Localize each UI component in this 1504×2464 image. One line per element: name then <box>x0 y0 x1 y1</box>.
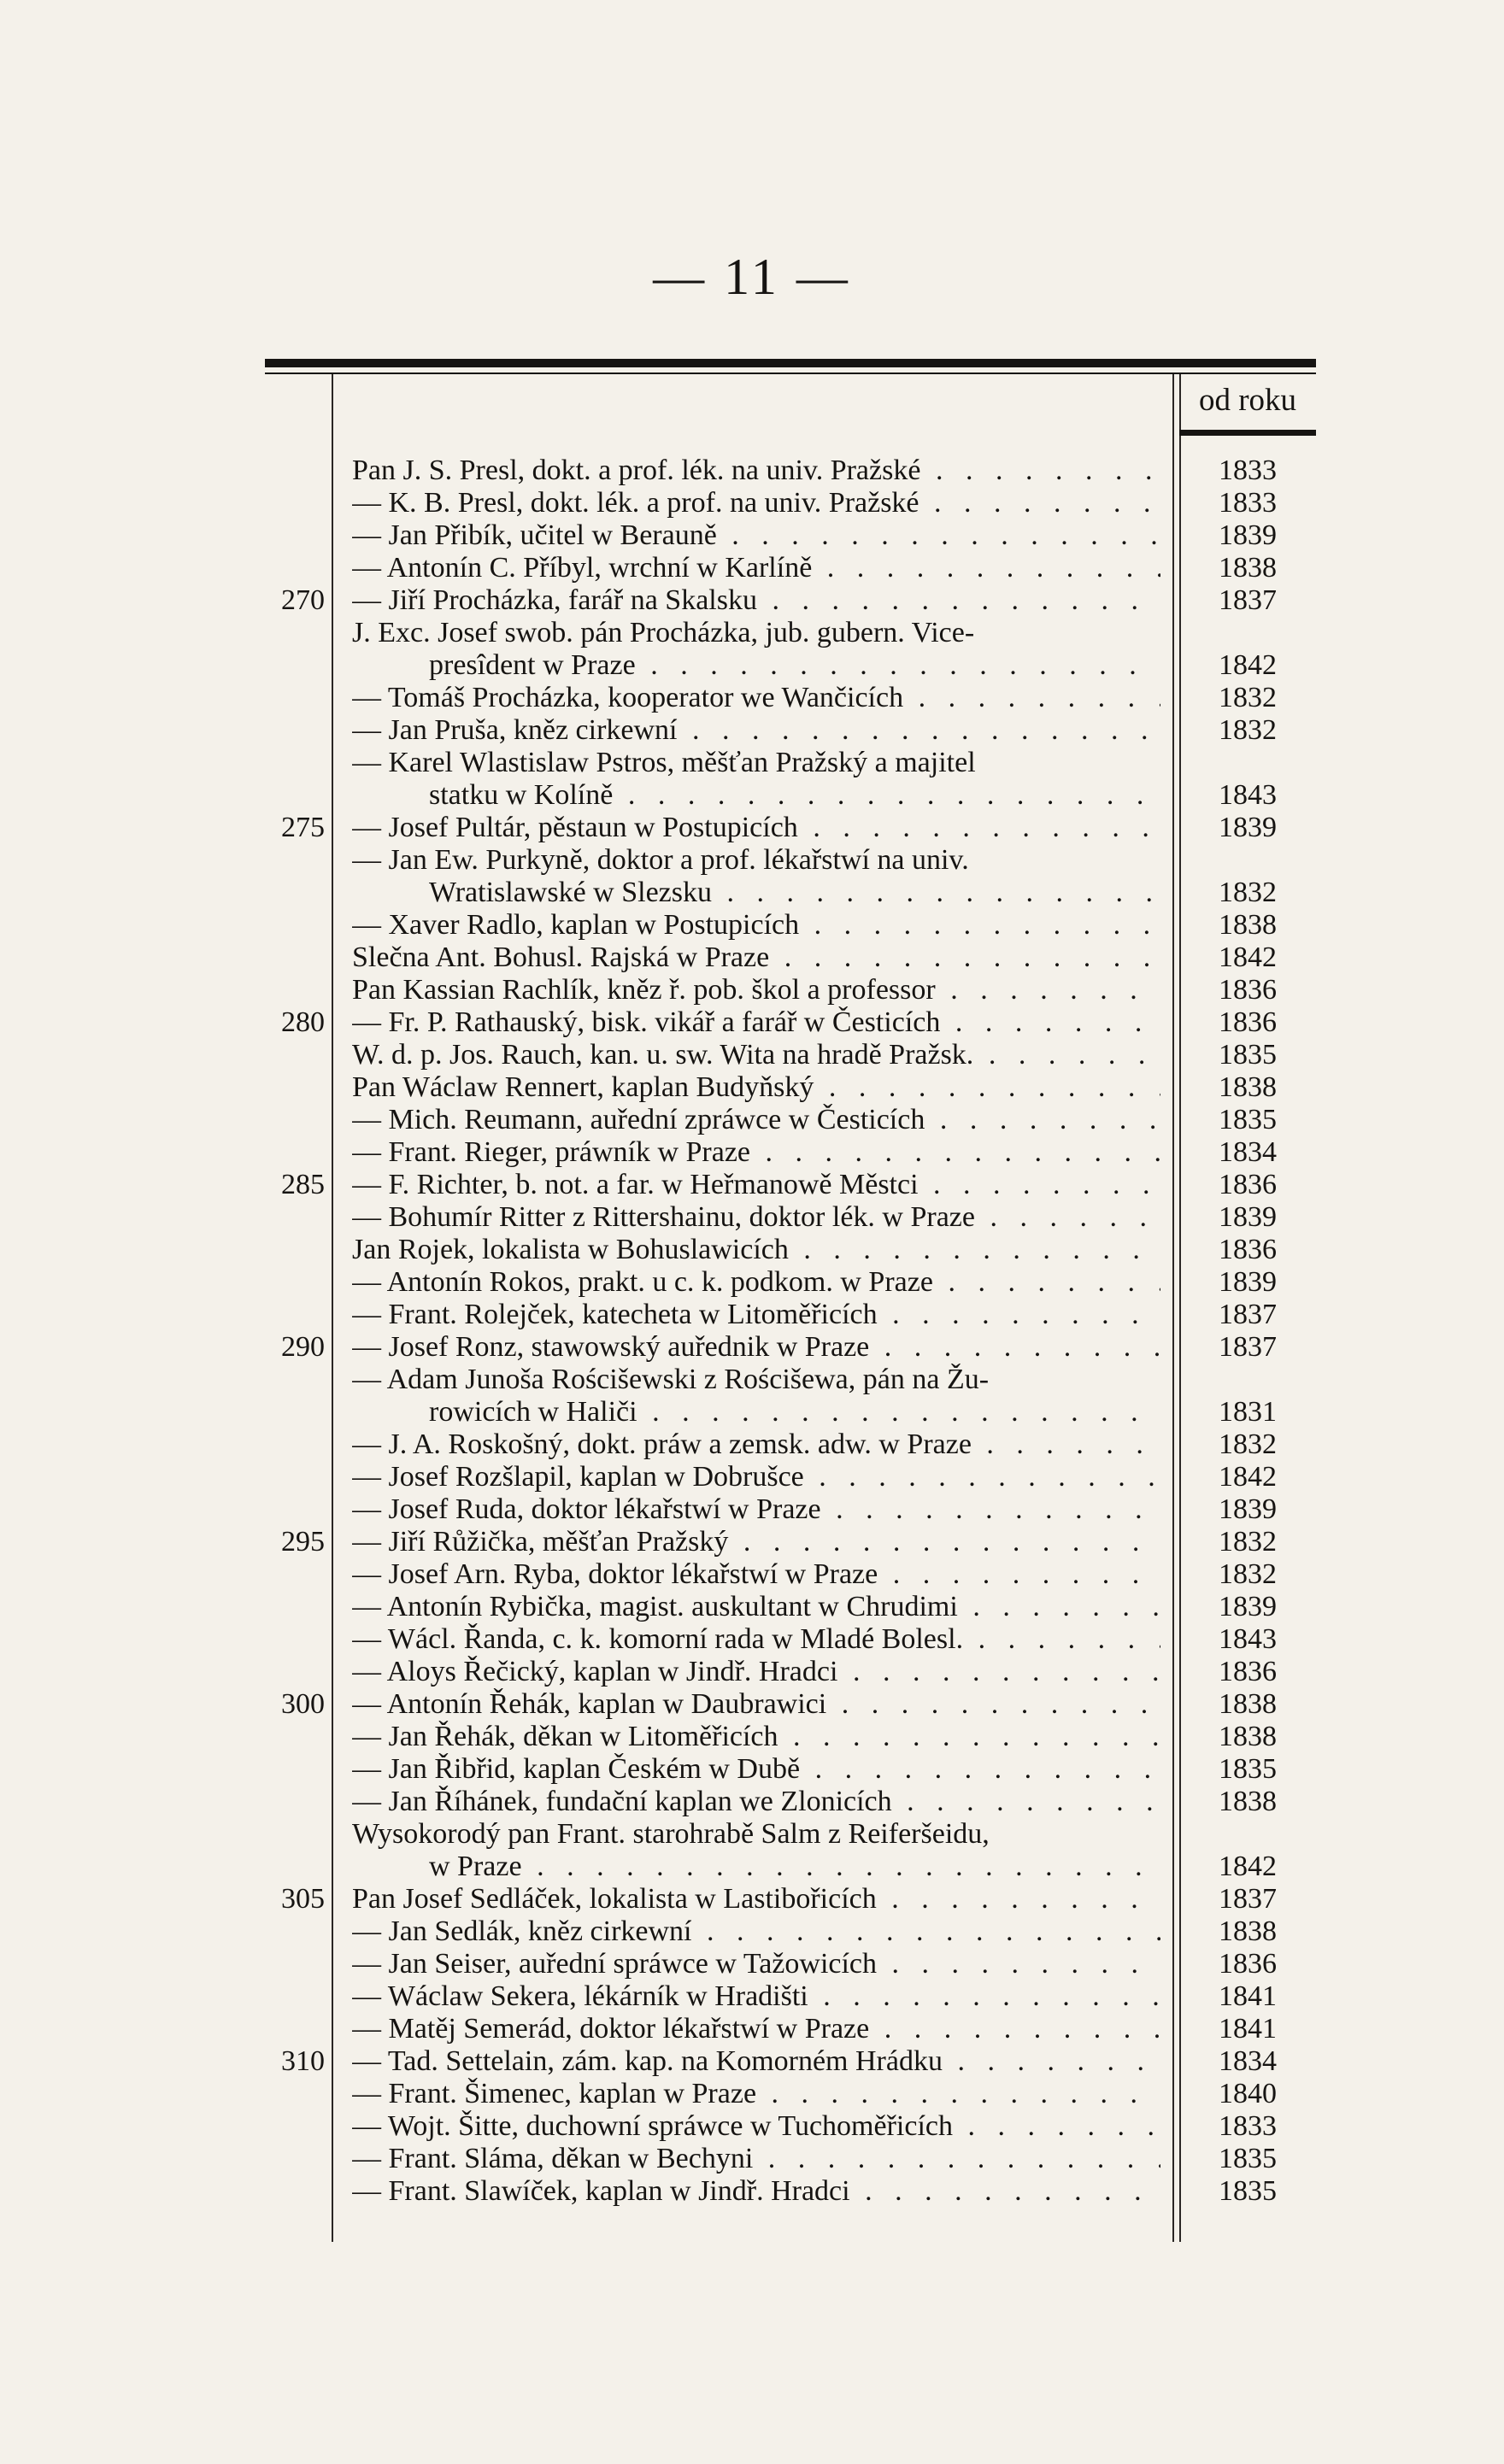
entry-text: W. d. p. Jos. Rauch, kan. u. sw. Wita na hradě Pražsk. . . . <box>352 1039 1160 1071</box>
entry-text: Wratislawské w Slezsku . . . <box>429 877 1160 909</box>
entry-text: — Jan Řibřid, kaplan Českém w Dubě . . . <box>352 1753 1160 1786</box>
entry-year: 1836 <box>1219 1006 1277 1038</box>
entry-text: — Antonín Rokos, prakt. u c. k. podkom. w Praze . . . <box>352 1266 1160 1299</box>
list-item <box>0 682 1504 714</box>
list-item <box>0 844 1504 877</box>
header-rule <box>1179 430 1316 436</box>
entry-year: 1832 <box>1219 1558 1277 1590</box>
entry-text: — Matěj Semerád, doktor lékařstwí w Praze . . . <box>352 2013 1160 2045</box>
list-item <box>0 2143 1504 2175</box>
top-rule <box>265 359 1316 367</box>
list-item <box>0 714 1504 747</box>
entry-text: Pan Josef Sedláček, lokalista w Lastibořicích . . . <box>352 1883 1160 1915</box>
list-item <box>0 2078 1504 2110</box>
list-item <box>0 584 1504 617</box>
entry-year: 1839 <box>1219 1201 1277 1233</box>
entry-number: 280 <box>281 1006 325 1038</box>
entry-year: 1838 <box>1219 1786 1277 1817</box>
list-item <box>0 519 1504 552</box>
entry-text: — Jiří Procházka, farář na Skalsku . . . <box>352 584 1160 617</box>
entry-number: 275 <box>281 812 325 843</box>
list-item <box>0 1851 1504 1883</box>
list-item <box>0 1201 1504 1234</box>
list-item <box>0 1656 1504 1688</box>
entry-year: 1843 <box>1219 779 1277 811</box>
entry-year: 1835 <box>1219 1104 1277 1135</box>
entry-year: 1838 <box>1219 1721 1277 1752</box>
list-item <box>0 1299 1504 1331</box>
entry-text: — Jiří Růžička, měšťan Pražský . . . <box>352 1526 1160 1558</box>
list-item <box>0 1364 1504 1396</box>
entry-year: 1831 <box>1219 1396 1277 1428</box>
list-item <box>0 1526 1504 1558</box>
entry-year: 1836 <box>1219 1234 1277 1265</box>
entry-year: 1835 <box>1219 1039 1277 1071</box>
entry-text: — F. Richter, b. not. a far. w Heřmanowě Městci . . . <box>352 1169 1160 1201</box>
entry-text: — Jan Říhánek, fundační kaplan we Zlonicích . . . <box>352 1786 1160 1818</box>
list-item <box>0 455 1504 487</box>
entry-year: 1838 <box>1219 909 1277 941</box>
entry-text: — Jan Sedlák, kněz cirkewní . . . <box>352 1915 1160 1948</box>
entry-text: — Frant. Sláma, děkan w Bechyni . . . <box>352 2143 1160 2175</box>
entry-year: 1833 <box>1219 2110 1277 2142</box>
entry-year: 1835 <box>1219 2143 1277 2174</box>
entry-number: 300 <box>281 1688 325 1720</box>
entry-text: Pan J. S. Presl, dokt. a prof. lék. na univ. Pražské . . . <box>352 455 1160 487</box>
entry-year: 1841 <box>1219 2013 1277 2045</box>
entry-text: — K. B. Presl, dokt. lék. a prof. na univ. Pražské . . . <box>352 487 1160 519</box>
entry-number: 290 <box>281 1331 325 1363</box>
list-item <box>0 2045 1504 2078</box>
list-item <box>0 487 1504 519</box>
list-item <box>0 1429 1504 1461</box>
entry-year: 1836 <box>1219 1656 1277 1687</box>
entry-text: J. Exc. Josef swob. pán Procházka, jub. gubern. Vice- <box>352 617 975 648</box>
entry-year: 1832 <box>1219 1429 1277 1460</box>
entry-year: 1834 <box>1219 1136 1277 1168</box>
entry-text: — Jan Pruša, kněz cirkewní . . . <box>352 714 1160 747</box>
entry-text: — Josef Arn. Ryba, doktor lékařstwí w Praze . . . <box>352 1558 1160 1591</box>
entry-year: 1838 <box>1219 552 1277 584</box>
entry-text: — J. A. Roskošný, dokt. práw a zemsk. adw. w Praze . . . <box>352 1429 1160 1461</box>
list-item <box>0 1461 1504 1493</box>
entry-text: Wysokorodý pan Frant. starohrabě Salm z Reiferšeidu, <box>352 1818 990 1850</box>
list-item <box>0 1071 1504 1104</box>
entry-text: Slečna Ant. Bohusl. Rajská w Praze . . . <box>352 942 1160 974</box>
entry-text: — Jan Ew. Purkyně, doktor a prof. lékařstwí na univ. <box>352 844 969 876</box>
entry-text: — Aloys Řečický, kaplan w Jindř. Hradci . . . <box>352 1656 1160 1688</box>
year-column-header: od roku <box>1198 383 1297 418</box>
list-item <box>0 1786 1504 1818</box>
entry-year: 1835 <box>1219 1753 1277 1785</box>
entry-number: 295 <box>281 1526 325 1558</box>
list-item <box>0 649 1504 682</box>
list-item <box>0 1883 1504 1915</box>
entry-year: 1833 <box>1219 455 1277 486</box>
entry-year: 1841 <box>1219 1980 1277 2012</box>
list-item <box>0 1688 1504 1721</box>
list-item <box>0 1721 1504 1753</box>
list-item <box>0 747 1504 779</box>
entry-text: — Antonín Řehák, kaplan w Daubrawici . . . <box>352 1688 1160 1721</box>
list-item <box>0 1818 1504 1851</box>
list-item <box>0 1591 1504 1623</box>
entry-year: 1840 <box>1219 2078 1277 2109</box>
entry-year: 1836 <box>1219 974 1277 1006</box>
list-item <box>0 1039 1504 1071</box>
list-item <box>0 2110 1504 2143</box>
entry-text: Jan Rojek, lokalista w Bohuslawicích . . . <box>352 1234 1160 1266</box>
entry-year: 1842 <box>1219 942 1277 973</box>
list-item <box>0 1136 1504 1169</box>
entry-year: 1834 <box>1219 2045 1277 2077</box>
entry-year: 1835 <box>1219 2175 1277 2207</box>
entry-text: presîdent w Praze . . . <box>429 649 1160 682</box>
list-item <box>0 1753 1504 1786</box>
entry-number: 270 <box>281 584 325 616</box>
list-item <box>0 1980 1504 2013</box>
list-item <box>0 1493 1504 1526</box>
entry-text: — Frant. Šimenec, kaplan w Praze . . . <box>352 2078 1160 2110</box>
entry-year: 1837 <box>1219 1299 1277 1330</box>
entry-year: 1839 <box>1219 1493 1277 1525</box>
entry-text: — Karel Wlastislaw Pstros, měšťan Pražský a majitel <box>352 747 976 778</box>
entry-text: — Frant. Rolejček, katecheta w Litoměřicích . . . <box>352 1299 1160 1331</box>
entry-text: — Josef Rozšlapil, kaplan w Dobrušce . . . <box>352 1461 1160 1493</box>
entry-text: — Bohumír Ritter z Rittershainu, doktor lék. w Praze . . . <box>352 1201 1160 1234</box>
entry-text: — Josef Ruda, doktor lékařstwí w Praze . . . <box>352 1493 1160 1526</box>
entry-year: 1837 <box>1219 1883 1277 1915</box>
entry-year: 1842 <box>1219 649 1277 681</box>
entry-number: 310 <box>281 2045 325 2077</box>
list-item <box>0 1558 1504 1591</box>
entry-text: — Wácl. Řanda, c. k. komorní rada w Mladé Bolesl. . . . <box>352 1623 1160 1656</box>
entry-text: — Adam Junoša Rościšewski z Rościšewa, pán na Žu- <box>352 1364 990 1395</box>
entry-year: 1842 <box>1219 1461 1277 1493</box>
entry-text: — Wáclaw Sekera, lékárník w Hradišti . . . <box>352 1980 1160 2013</box>
list-item <box>0 779 1504 812</box>
entry-year: 1839 <box>1219 1591 1277 1622</box>
list-item <box>0 1396 1504 1429</box>
entry-year: 1843 <box>1219 1623 1277 1655</box>
entry-text: — Xaver Radlo, kaplan w Postupicích . . . <box>352 909 1160 942</box>
entry-text: statku w Kolíně . . . <box>429 779 1160 812</box>
entry-text: — Tad. Settelain, zám. kap. na Komorném Hrádku . . . <box>352 2045 1160 2078</box>
entry-text: — Fr. P. Rathauský, bisk. vikář a farář w Česticích . . . <box>352 1006 1160 1039</box>
list-item <box>0 617 1504 649</box>
entry-text: — Jan Přibík, učitel w Berauně . . . <box>352 519 1160 552</box>
entry-year: 1838 <box>1219 1688 1277 1720</box>
page-number: — 11 — <box>653 249 851 305</box>
entry-text: w Praze . . . <box>429 1851 1160 1883</box>
entry-text: — Antonín Rybička, magist. auskultant w Chrudimi . . . <box>352 1591 1160 1623</box>
entry-year: 1832 <box>1219 877 1277 908</box>
list-item <box>0 2175 1504 2208</box>
entry-year: 1836 <box>1219 1169 1277 1200</box>
entry-year: 1836 <box>1219 1948 1277 1980</box>
entry-year: 1832 <box>1219 714 1277 746</box>
entry-text: — Josef Pultár, pěstaun w Postupicích . . . <box>352 812 1160 844</box>
list-item <box>0 1266 1504 1299</box>
top-thin-rule <box>265 373 1316 374</box>
entry-text: — Wojt. Šitte, duchowní spráwce w Tuchoměřicích . . . <box>352 2110 1160 2143</box>
entry-text: rowicích w Haliči . . . <box>429 1396 1160 1429</box>
entry-text: — Josef Ronz, stawowský auřednik w Praze . . . <box>352 1331 1160 1364</box>
list-item <box>0 1006 1504 1039</box>
entry-year: 1832 <box>1219 682 1277 713</box>
entry-year: 1838 <box>1219 1071 1277 1103</box>
list-item <box>0 1169 1504 1201</box>
list-item <box>0 1948 1504 1980</box>
entry-text: Pan Kassian Rachlík, kněz ř. pob. škol a professor . . . <box>352 974 1160 1006</box>
entry-text: — Frant. Slawíček, kaplan w Jindř. Hradci . . . <box>352 2175 1160 2208</box>
list-item <box>0 552 1504 584</box>
entry-text: — Mich. Reumann, auřední zpráwce w Česticích . . . <box>352 1104 1160 1136</box>
list-item <box>0 2013 1504 2045</box>
entry-year: 1842 <box>1219 1851 1277 1882</box>
list-item <box>0 877 1504 909</box>
list-item <box>0 1104 1504 1136</box>
list-item <box>0 1331 1504 1364</box>
entry-year: 1839 <box>1219 1266 1277 1298</box>
entry-text: — Jan Seiser, auřední spráwce w Tažowicích . . . <box>352 1948 1160 1980</box>
entry-year: 1838 <box>1219 1915 1277 1947</box>
list-item <box>0 1234 1504 1266</box>
list-item <box>0 1623 1504 1656</box>
entry-number: 285 <box>281 1169 325 1200</box>
entry-year: 1839 <box>1219 812 1277 843</box>
entry-number: 305 <box>281 1883 325 1915</box>
entry-year: 1833 <box>1219 487 1277 519</box>
entry-text: — Antonín C. Příbyl, wrchní w Karlíně . . . <box>352 552 1160 584</box>
entry-text: — Frant. Rieger, práwník w Praze . . . <box>352 1136 1160 1169</box>
entry-year: 1832 <box>1219 1526 1277 1558</box>
list-item <box>0 1915 1504 1948</box>
list-item <box>0 812 1504 844</box>
entry-text: — Jan Řehák, děkan w Litoměřicích . . . <box>352 1721 1160 1753</box>
list-item <box>0 974 1504 1006</box>
entry-text: Pan Wáclaw Rennert, kaplan Budyňský . . . <box>352 1071 1160 1104</box>
list-item <box>0 942 1504 974</box>
entry-year: 1839 <box>1219 519 1277 551</box>
entry-year: 1837 <box>1219 584 1277 616</box>
entry-text: — Tomáš Procházka, kooperator we Wančicích . . . <box>352 682 1160 714</box>
list-item <box>0 909 1504 942</box>
entry-year: 1837 <box>1219 1331 1277 1363</box>
entry-list <box>0 455 1504 2208</box>
